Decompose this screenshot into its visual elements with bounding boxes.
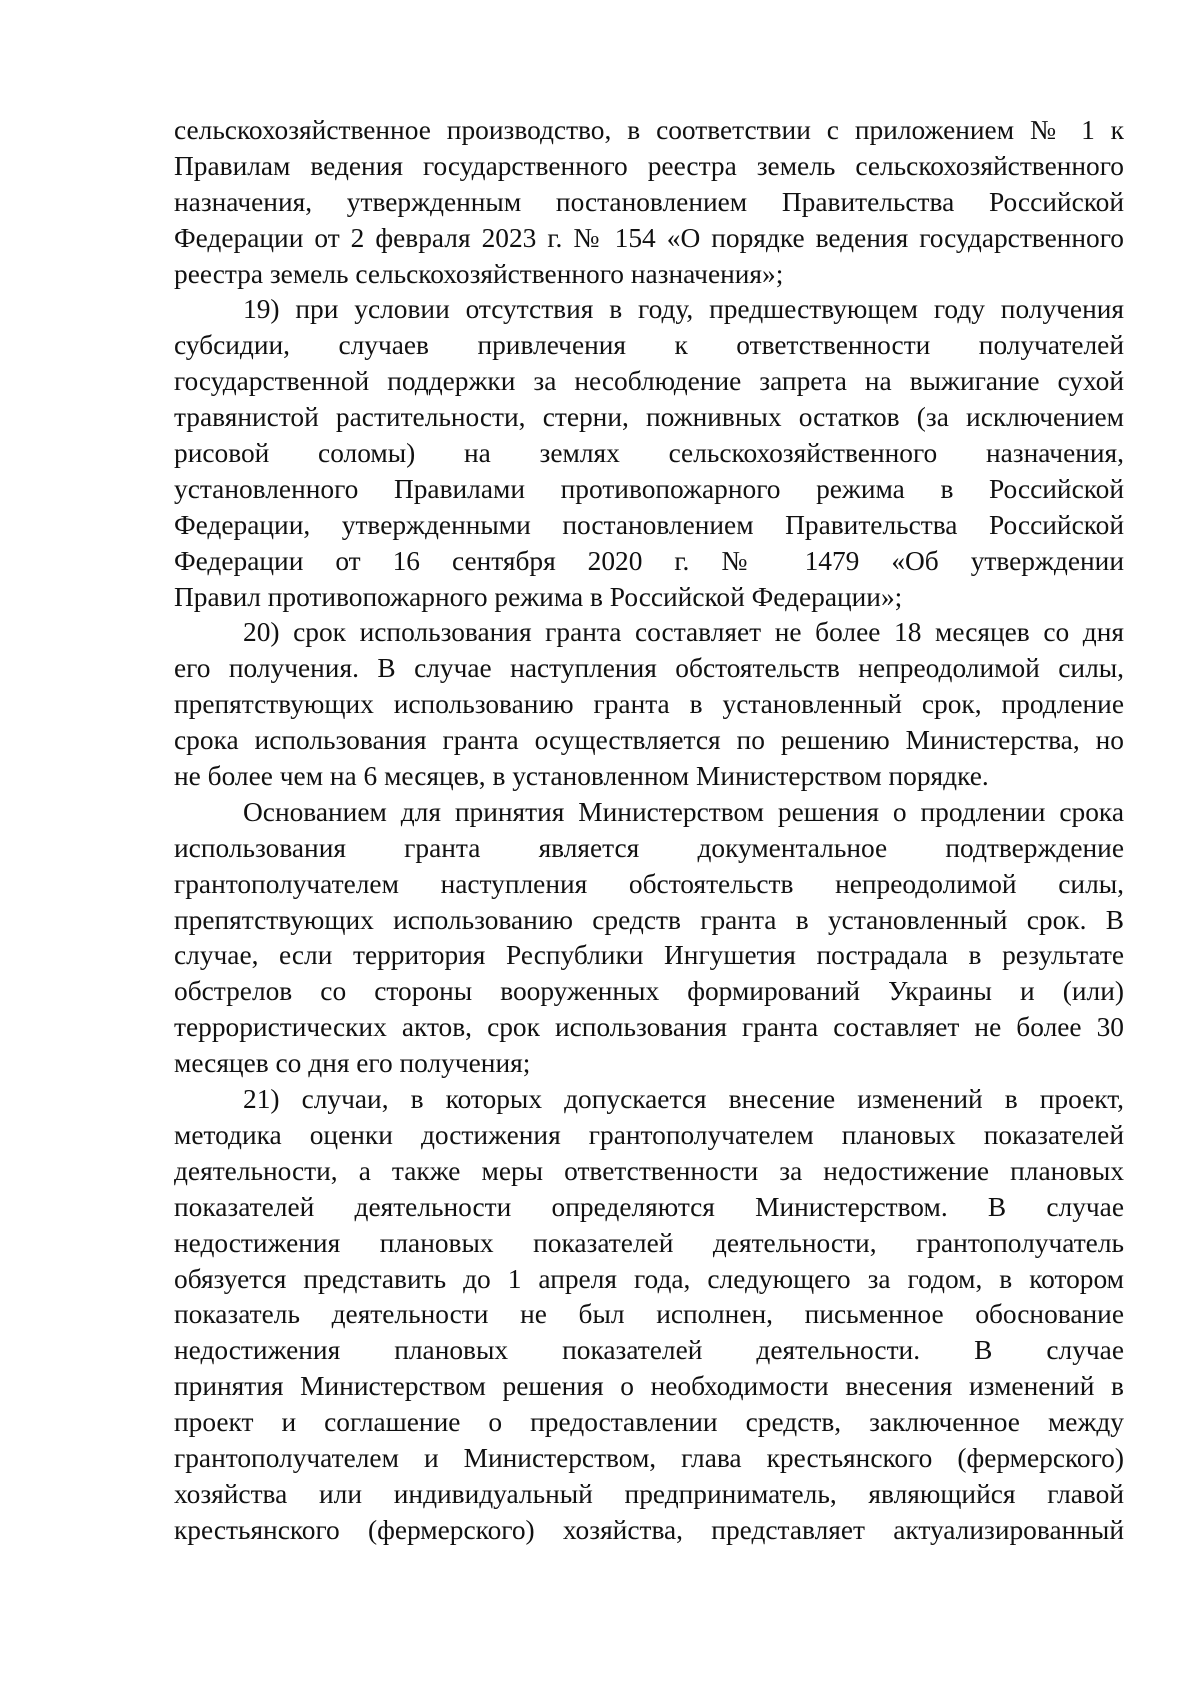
text-line: хозяйства или индивидуальный предприниматель, являющийся главой: [174, 1478, 1124, 1509]
text-line: сельскохозяйственное производство, в соответствии с приложением № 1 к: [174, 115, 1124, 145]
text-line: случае, если территория Республики Ингушетия пострадала в результате: [174, 940, 1124, 971]
text-line: недостижения плановых показателей деятельности. В случае: [174, 1335, 1124, 1366]
paragraph-first-line: 20) срок использования гранта составляет не более 18 месяцев со дня: [243, 617, 1124, 648]
text-line: Федерации от 16 сентября 2020 г. № 1479 «Об утверждении: [174, 545, 1124, 576]
text-line: проект и соглашение о предоставлении средств, заключенное между: [174, 1407, 1124, 1438]
text-line: показатель деятельности не был исполнен, письменное обоснование: [174, 1299, 1124, 1330]
text-line: Федерации, утвержденными постановлением Правительства Российской: [174, 509, 1124, 540]
text-line: назначения, утвержденным постановлением Правительства Российской: [174, 186, 1124, 217]
paragraph-first-line: 19) при условии отсутствия в году, предшествующем году получения: [243, 294, 1124, 325]
text-line: грантополучателем наступления обстоятельств непреодолимой силы,: [174, 868, 1124, 899]
paragraph-first-line: Основанием для принятия Министерством решения о продлении срока: [243, 796, 1124, 827]
text-line: деятельности, а также меры ответственности за недостижение плановых: [174, 1155, 1124, 1186]
text-line: крестьянского (фермерского) хозяйства, представляет актуализированный: [174, 1514, 1124, 1545]
text-line: не более чем на 6 месяцев, в установленном Министерством порядке.: [174, 761, 989, 792]
text-line: установленного Правилами противопожарного режима в Российской: [174, 473, 1124, 504]
text-line: Правилам ведения государственного реестра земель сельскохозяйственного: [174, 150, 1124, 181]
text-line: государственной поддержки за несоблюдение запрета на выжигание сухой: [174, 366, 1124, 397]
text-line: рисовой соломы) на землях сельскохозяйственного назначения,: [174, 438, 1124, 469]
text-line: его получения. В случае наступления обстоятельств непреодолимой силы,: [174, 653, 1124, 684]
paragraph-first-line: 21) случаи, в которых допускается внесение изменений в проект,: [243, 1084, 1124, 1115]
text-line: субсидии, случаев привлечения к ответственности получателей: [174, 330, 1124, 361]
text-line: препятствующих использованию гранта в установленный срок, продление: [174, 689, 1124, 720]
text-line: принятия Министерством решения о необходимости внесения изменений в: [174, 1371, 1124, 1402]
text-line: недостижения плановых показателей деятельности, грантополучатель: [174, 1227, 1124, 1258]
text-line: Правил противопожарного режима в Российской Федерации»;: [174, 581, 903, 612]
text-line: препятствующих использованию средств гранта в установленный срок. В: [174, 904, 1124, 935]
text-line: использования гранта является документальное подтверждение: [174, 832, 1124, 863]
text-line: грантополучателем и Министерством, глава крестьянского (фермерского): [174, 1442, 1124, 1473]
text-line: Федерации от 2 февраля 2023 г. № 154 «О порядке ведения государственного: [174, 222, 1124, 253]
text-line: реестра земель сельскохозяйственного назначения»;: [174, 258, 784, 289]
text-line: показателей деятельности определяются Министерством. В случае: [174, 1191, 1124, 1222]
text-line: травянистой растительности, стерни, пожнивных остатков (за исключением: [174, 402, 1124, 433]
text-line: методика оценки достижения грантополучателем плановых показателей: [174, 1119, 1124, 1150]
text-line: месяцев со дня его получения;: [174, 1048, 531, 1079]
document-body: [174, 113, 1124, 1549]
text-line: обязуется представить до 1 апреля года, следующего за годом, в котором: [174, 1263, 1124, 1294]
text-line: террористических актов, срок использования гранта составляет не более 30: [174, 1012, 1124, 1043]
text-line: срока использования гранта осуществляется по решению Министерства, но: [174, 725, 1124, 756]
text-line: обстрелов со стороны вооруженных формирований Украины и (или): [174, 976, 1124, 1007]
